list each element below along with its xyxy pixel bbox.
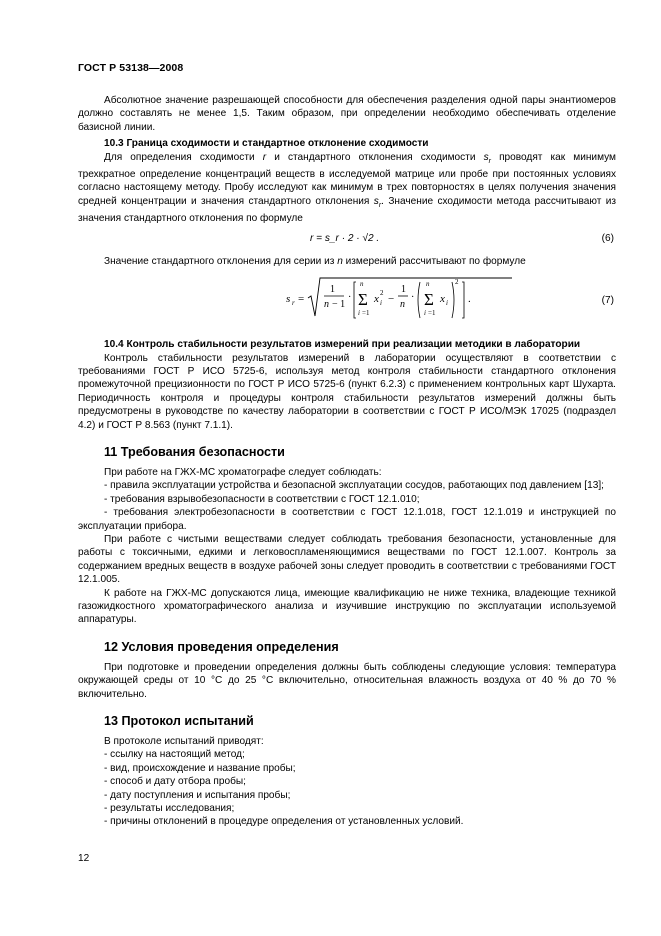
svg-text:x: x xyxy=(440,293,445,306)
section-10-3-paragraph-2: Значение стандартного отклонения для серии из n измерений рассчитывают по формуле xyxy=(104,255,526,267)
svg-text:i: i xyxy=(358,309,360,318)
section-13-item-1: - ссылку на настоящий метод; xyxy=(104,749,245,761)
section-13-item-3: - способ и дату отбора пробы; xyxy=(104,776,246,788)
section-11-paragraph-1: При работе на ГЖХ-МС хроматографе следует соблюдать: xyxy=(104,466,382,478)
svg-text:2: 2 xyxy=(380,289,384,298)
formula-7-number: (7) xyxy=(601,295,614,307)
svg-text:2: 2 xyxy=(455,278,459,287)
svg-text:n: n xyxy=(360,280,364,289)
section-11-item-1: - правила эксплуатации устройства и безопасной эксплуатации сосудов, работающих под давлением [13]; xyxy=(104,480,604,492)
page-content xyxy=(78,94,616,829)
svg-text:1: 1 xyxy=(330,284,335,296)
section-10-4-paragraph: Контроль стабильности результатов измерений в лаборатории осуществляют в соответствии с требованиями ГОСТ Р ИСО 5725-6, используя метод контроля стабильности стандартного отклонения промежуточной прецизионности по ГОСТ Р ИСО 5725-6 (пункт 6.2.3) с применением контрольных карт Шухарта. Периодичность контроля и процедуры контроля стабильности результатов измерений должны быть предусмотрены в руководстве по качеству лаборатории в соответствии с ГОСТ Р ИСО/МЭК 17025 (подраздел 4.2) и ГОСТ Р 8.563 (пункт 7.1.1). xyxy=(78,352,616,431)
section-13-item-5: - результаты исследования; xyxy=(104,803,235,815)
svg-text:Σ: Σ xyxy=(424,290,434,310)
section-13-item-2: - вид, происхождение и название пробы; xyxy=(104,762,296,774)
section-13-paragraph: В протоколе испытаний приводят: xyxy=(104,736,264,748)
svg-text:r: r xyxy=(292,299,295,308)
svg-text:i: i xyxy=(380,299,382,308)
page-number: 12 xyxy=(78,853,90,864)
svg-text:s: s xyxy=(286,293,291,306)
svg-text:n: n xyxy=(324,299,329,311)
svg-text:Σ: Σ xyxy=(358,290,368,310)
section-13-item-6: - причины отклонений в процедуре определения от установленных условий. xyxy=(104,816,464,828)
svg-text:·: · xyxy=(348,292,352,304)
intro-paragraph: Абсолютное значение разрешающей способности для обеспечения разделения одной пары энантиомеров должно составлять не менее 1,5. Таким образом, при определении необходимо обеспечивать отделение базисной линии. xyxy=(78,95,616,133)
formula-7 xyxy=(78,272,616,332)
svg-text:1: 1 xyxy=(401,284,406,296)
svg-text:=1: =1 xyxy=(428,309,436,318)
section-11-item-3: - требования электробезопасности в соответствии с ГОСТ 12.1.018, ГОСТ 12.1.019 и инструкцией по эксплуатации прибора. xyxy=(78,507,616,532)
svg-text:·: · xyxy=(411,292,415,304)
svg-text:i: i xyxy=(446,299,448,308)
svg-text:−: − xyxy=(388,293,395,306)
section-11-item-2: - требования взрывобезопасности в соответствии с ГОСТ 12.1.010; xyxy=(104,493,420,505)
formula-6-expression: r = s_r · 2 · √2 . xyxy=(310,232,380,244)
svg-text:n: n xyxy=(400,299,405,311)
svg-text:i: i xyxy=(424,309,426,318)
formula-6 xyxy=(78,232,616,249)
formula-7-graphic xyxy=(284,272,514,330)
svg-text:=: = xyxy=(298,293,305,306)
svg-text:n: n xyxy=(426,280,430,289)
section-11-title: 11 Требования безопасности xyxy=(104,444,285,459)
svg-text:.: . xyxy=(468,293,471,306)
svg-text:− 1: − 1 xyxy=(332,299,346,311)
section-10-4-title: 10.4 Контроль стабильности результатов измерений при реализации методики в лаборатории xyxy=(104,339,581,351)
formula-6-number: (6) xyxy=(601,232,614,244)
section-13-title: 13 Протокол испытаний xyxy=(104,714,254,729)
section-11-paragraph-2: При работе с чистыми веществами следует соблюдать требования безопасности, установленные для работы с токсичными, едкими и легковоспламеняющимися веществами по ГОСТ 12.1.007. Контроль за содержанием вредных веществ в воздухе рабочей зоны следует проводить в соответствии с требованиями ГОСТ 12.1.005. xyxy=(78,533,616,586)
section-12-paragraph: При подготовке и проведении определения должны быть соблюдены следующие условия: температура окружающей среды от 10 °С до 25 °С включительно, относительная влажность воздуха от 40 % до 70 % включительно. xyxy=(78,661,616,700)
section-13-item-4: - дату поступления и испытания пробы; xyxy=(104,789,291,801)
section-12-title: 12 Условия проведения определения xyxy=(104,639,339,654)
section-10-3-title: 10.3 Граница сходимости и стандартное отклонение сходимости xyxy=(104,138,429,150)
svg-text:=1: =1 xyxy=(362,309,370,318)
section-11-paragraph-3: К работе на ГЖХ-МС допускаются лица, имеющие квалификацию не ниже техника, владеющие техникой газожидкостного хроматографического анализа и изучившие инструкцию по эксплуатации используемой аппаратуры. xyxy=(78,587,616,626)
section-10-3-paragraph-1: Для определения сходимости r и стандартного отклонения сходимости $s_r$ проводят как минимум трехкратное определение концентраций веществ в исследуемой матрице или пробе при постоянных условиях согласно настоящему методу. Пробу исследуют как минимум в трех повторностях в целях получения значения средней концентрации и значения стандартного отклонения $s_r$. Значение сходимости метода рассчитывают из значения стандартного отклонения по формуле xyxy=(78,151,617,225)
svg-text:x: x xyxy=(374,293,379,306)
document-header: ГОСТ Р 53138—2008 xyxy=(78,62,184,74)
